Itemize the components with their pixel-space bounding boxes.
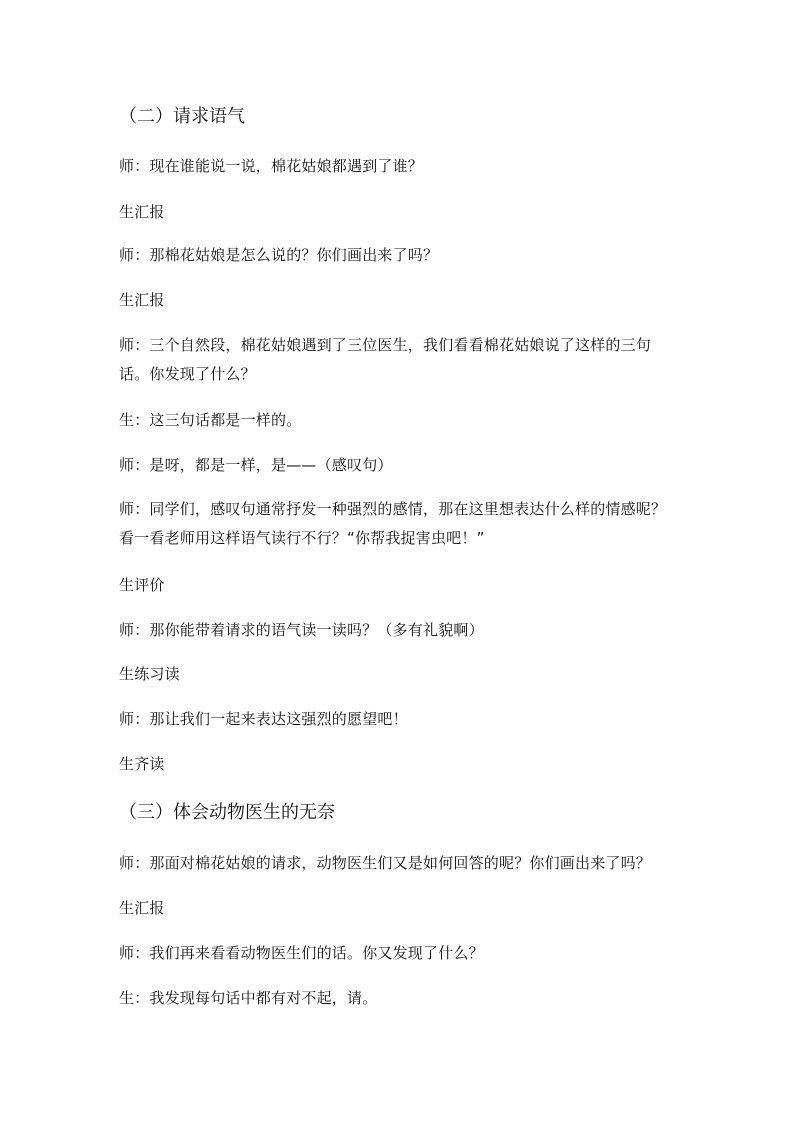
section-heading-request-tone: （二）请求语气 — [119, 106, 245, 127]
paragraph: 生齐读 — [119, 755, 165, 773]
paragraph: 生练习读 — [119, 665, 180, 683]
paragraph: 生汇报 — [119, 291, 165, 309]
paragraph: 生汇报 — [119, 899, 165, 917]
paragraph: 生汇报 — [119, 203, 165, 221]
paragraph-line: 师：同学们，感叹句通常抒发一种强烈的感情，那在这里想表达什么样的情感呢？ — [119, 500, 667, 518]
paragraph: 师：现在谁能说一说，棉花姑娘都遇到了谁？ — [119, 157, 424, 175]
paragraph: 师：那棉花姑娘是怎么说的？你们画出来了吗？ — [119, 246, 439, 264]
paragraph: 生：我发现每句话中都有对不起，请。 — [119, 989, 378, 1007]
paragraph: 师：那你能带着请求的语气读一读吗？（多有礼貌啊） — [119, 621, 484, 639]
paragraph: 师：那面对棉花姑娘的请求，动物医生们又是如何回答的呢？你们画出来了吗？ — [119, 854, 652, 872]
paragraph: 生评价 — [119, 576, 165, 594]
section-heading-animal-doctors: （三）体会动物医生的无奈 — [119, 802, 335, 823]
paragraph: 生：这三句话都是一样的。 — [119, 411, 302, 429]
paragraph-line: 看一看老师用这样语气读行不行？“你帮我捉害虫吧！” — [119, 529, 485, 547]
paragraph: 师：是呀，都是一样，是——（感叹句） — [119, 456, 393, 474]
paragraph-line: 话。你发现了什么？ — [119, 365, 256, 383]
paragraph: 师：那让我们一起来表达这强烈的愿望吧！ — [119, 710, 408, 728]
paragraph-line: 师：三个自然段，棉花姑娘遇到了三位医生，我们看看棉花姑娘说了这样的三句 — [119, 336, 652, 354]
paragraph: 师：我们再来看看动物医生们的话。你又发现了什么？ — [119, 944, 484, 962]
